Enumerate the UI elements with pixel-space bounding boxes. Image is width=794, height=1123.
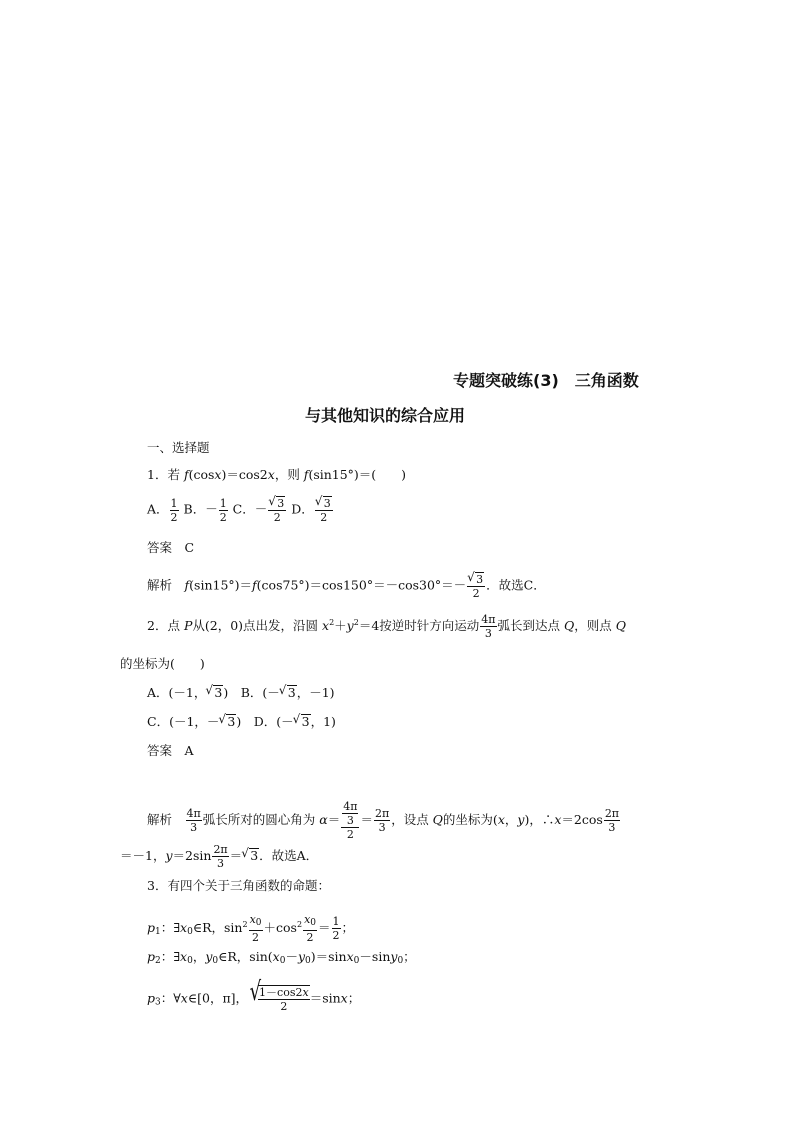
q2-analysis-2: ＝－1，y＝2sin $\frac{2\pi}{3}$ ＝√ 3．故选A．: [120, 843, 318, 870]
q1-stem: 1．若 f(cosx)＝cos2x，则 f(sin15°)＝( ): [147, 467, 407, 482]
q1-answer: 答案 C: [147, 540, 195, 555]
q1-analysis: 解析 f(sin15°)＝f(cos75°)＝cos150°＝－cos30°＝－ √ $\frac{3}{2}$ ．故选C．: [147, 572, 546, 600]
q2-stem-cont: 的坐标为( ): [120, 656, 205, 671]
q3-p2: $p_2$：$\exists x_0$，$y_0\in R$，$\sin(x_0-y_0)=\sin x_0-\sin y_0$；: [147, 949, 416, 966]
title-line-2: 与其他知识的综合应用: [305, 406, 466, 425]
q2-options-ab: A．(－1，√ 3) B．(－√ 3，－1): [147, 685, 335, 701]
q3-p1: $p_1$：$\exists x_0\in R$，$\sin^2$ $\frac{x_0}{2}$ $+\cos^2$ $\frac{x_0}{2}$ ＝ $\frac{1}{2}$ ；: [147, 913, 355, 944]
q2-answer: 答案 A: [147, 743, 194, 758]
section-heading: 一、选择题: [147, 440, 210, 455]
q2-stem: 2．点 P从(2，0)点出发，沿圆 $x^2+y^2=4$按逆时针方向运动 $\frac{4\pi}{3}$ 弧长到达点 Q，则点 Q: [147, 613, 626, 640]
q2-analysis-1: 解析 $\frac{4\pi}{3}$ 弧长所对的圆心角为 α＝ $\frac{\frac{4\pi}{3}}{2}$ ＝ $\frac{2\pi}{3}$ ，设点 Q的坐标为(x，y)，∴x＝2cos $\frac{2\pi}{3}$: [147, 800, 620, 841]
title-line-1: 专题突破练(3) 三角函数: [453, 371, 639, 390]
q3-p3: $p_3$：∀x∈[0，π]， √ $\frac{1-\cos 2x}{2}$ ＝sinx；: [147, 985, 360, 1013]
q2-options-cd: C．(－1，－√ 3) D．(－√ 3，1): [147, 714, 336, 730]
q3-stem: 3．有四个关于三角函数的命题：: [147, 878, 330, 893]
q1-options: A． $\frac{1}{2}$ B．－ $\frac{1}{2}$ C．－ √ $\frac{3}{2}$ D． √ $\frac{3}{2}$: [147, 496, 334, 524]
